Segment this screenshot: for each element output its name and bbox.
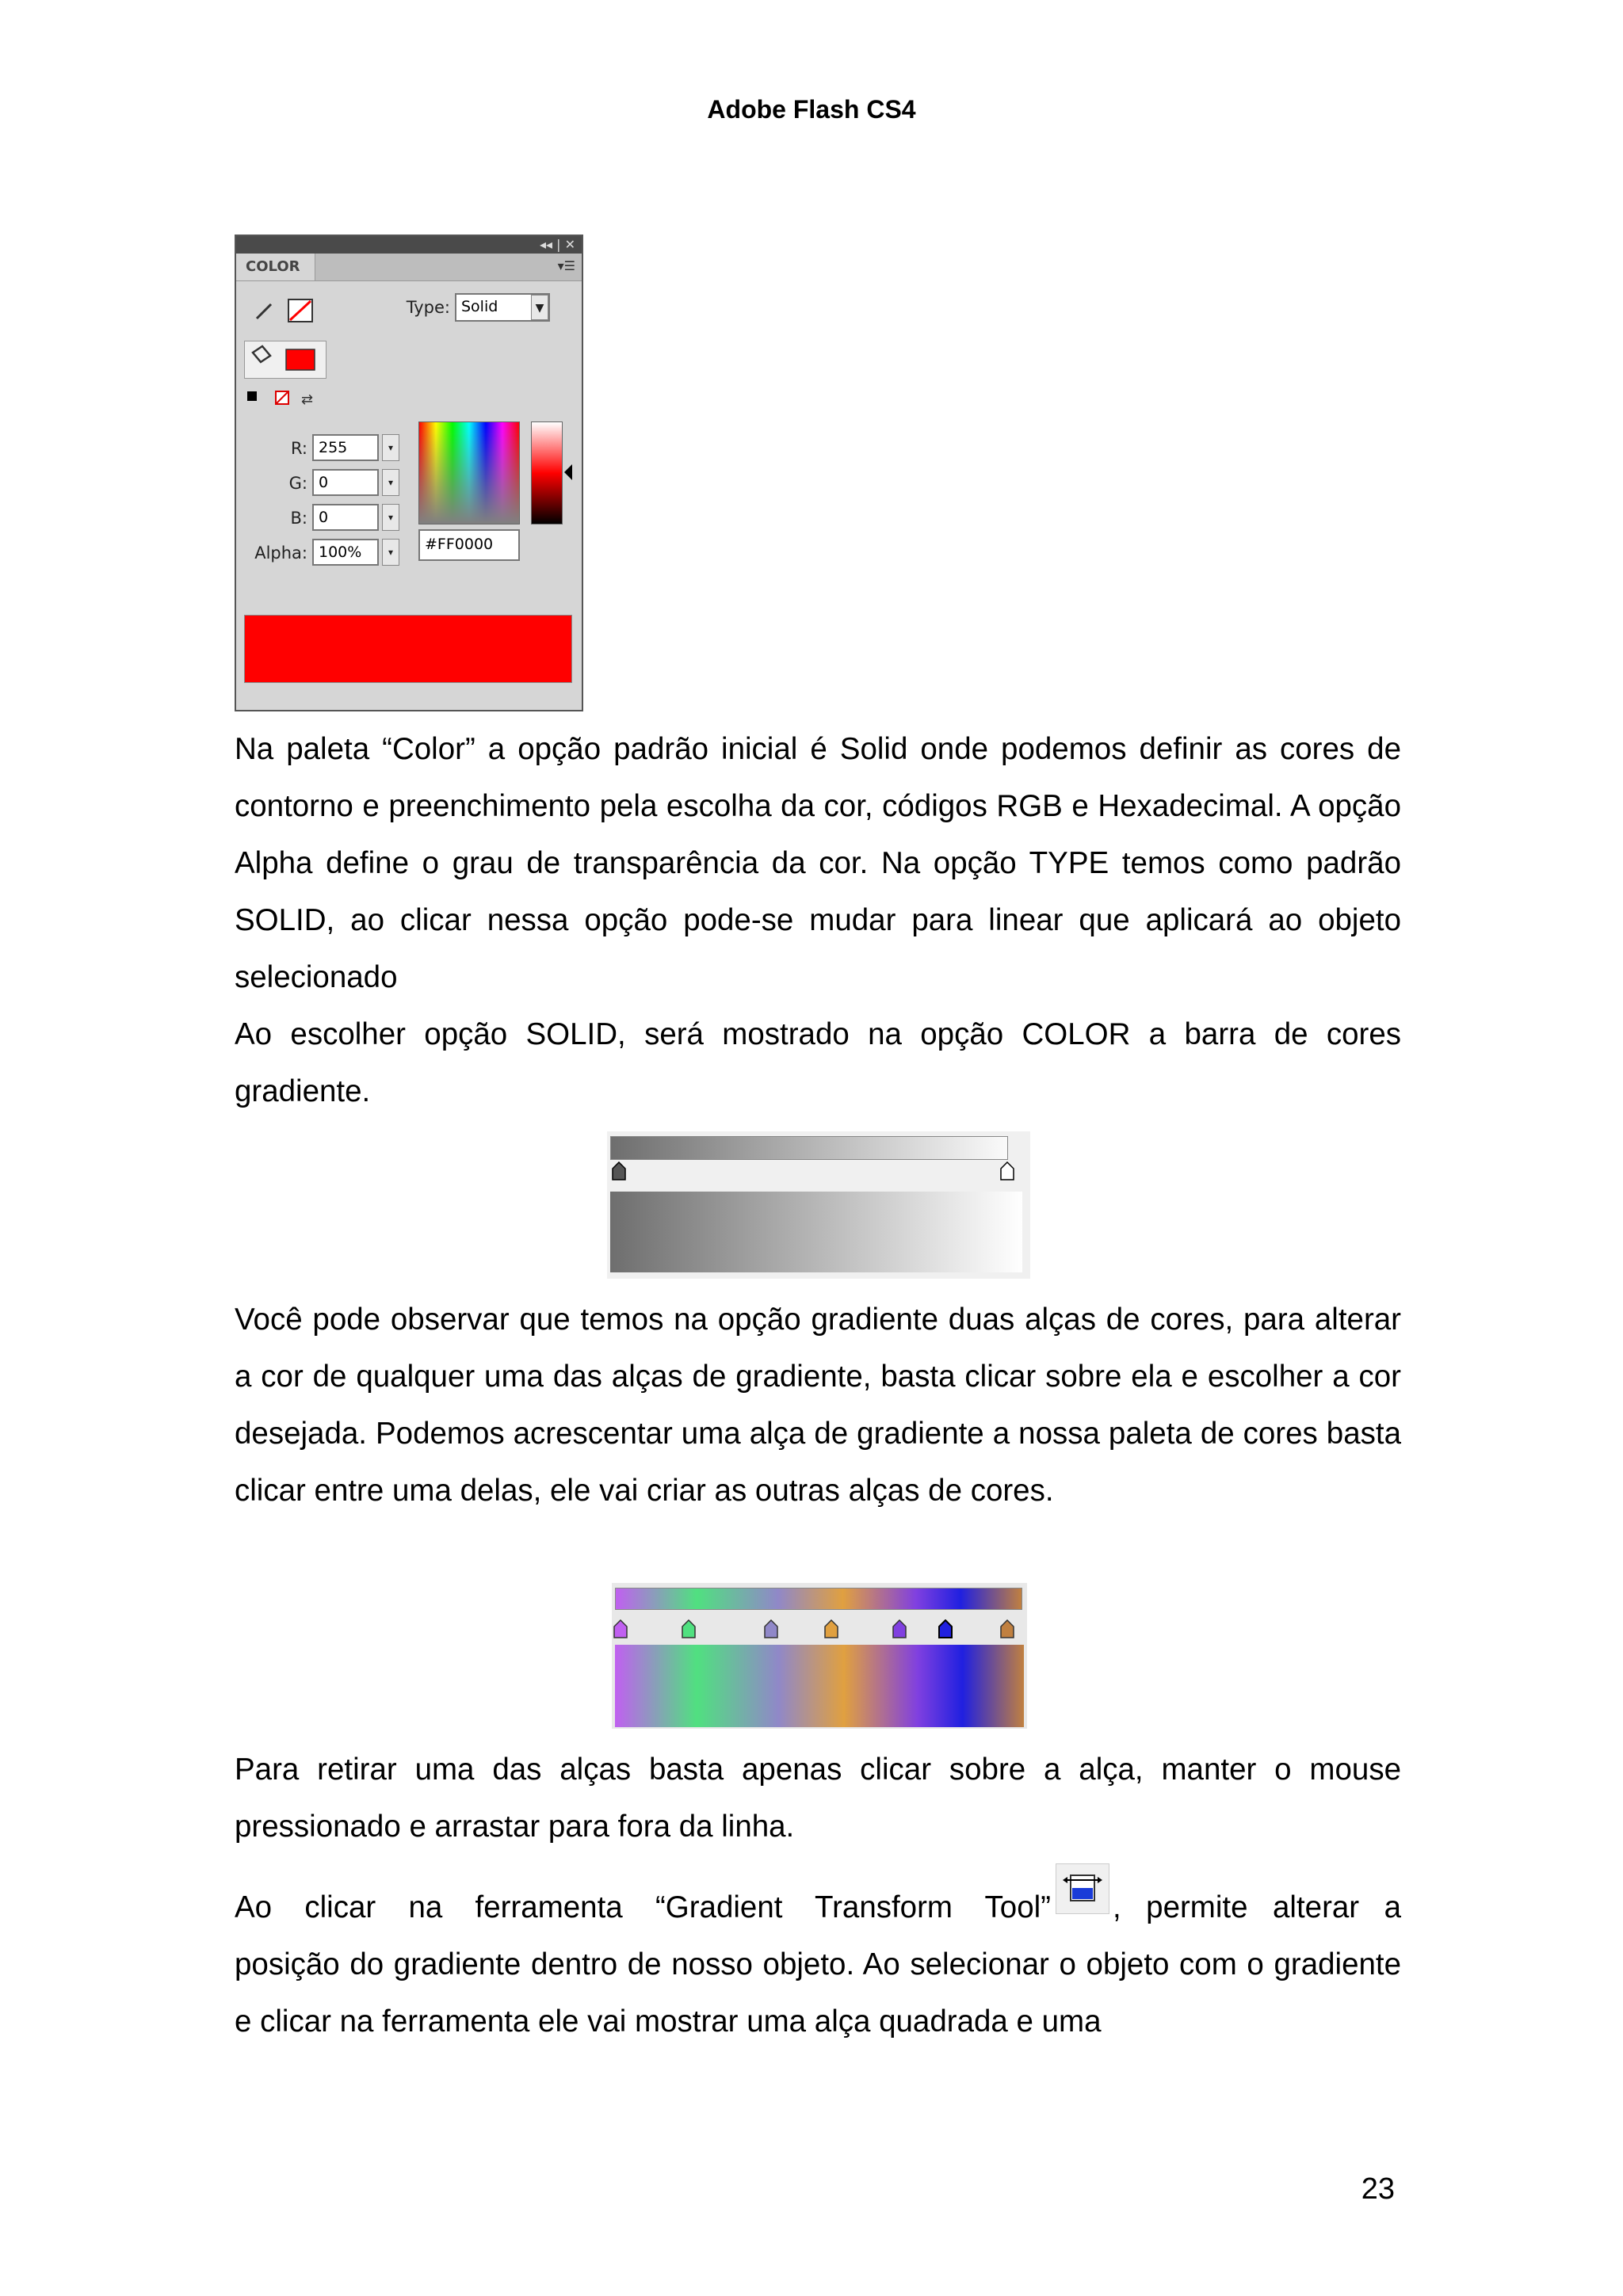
paragraph-5-rest: , permite alterar a posição do gradiente dentro de nosso objeto. Ao selecionar o objeto com o gradiente e clicar na ferramenta ele vai mostrar uma alça quadrada e uma bbox=[235, 1890, 1401, 2039]
alpha-input[interactable]: 100% bbox=[312, 539, 379, 566]
type-label: Type: bbox=[406, 298, 450, 317]
paragraph-3: Você pode observar que temos na opção gradiente duas alças de cores, para alterar a cor de qualquer uma das alças de gradiente, basta clicar sobre ela e escolher a cor desejada. Podemos acrescentar uma alça de gradiente a nossa paleta de cores basta clicar entre uma delas, ele vai criar as outras alças de cores. bbox=[235, 1302, 1401, 1508]
gradient-preview-bar bbox=[610, 1136, 1008, 1160]
gradient-stop-icon[interactable] bbox=[938, 1619, 953, 1638]
swap-default-colors-icon[interactable] bbox=[244, 387, 323, 410]
page-number: 23 bbox=[1361, 2172, 1395, 2206]
panel-menu-icon[interactable]: ▾☰ bbox=[557, 258, 575, 273]
gradient-stop-icon[interactable] bbox=[764, 1619, 778, 1638]
gradient-stop-icon[interactable] bbox=[892, 1619, 907, 1638]
gradient-stop-icon[interactable] bbox=[682, 1619, 696, 1638]
r-label: R: bbox=[290, 439, 307, 458]
r-stepper[interactable]: ▾ bbox=[382, 434, 399, 461]
collapse-close-icon[interactable]: ◂◂ | ✕ bbox=[539, 237, 575, 252]
fill-color-control[interactable] bbox=[244, 341, 327, 379]
color-spectrum-picker[interactable] bbox=[418, 421, 520, 524]
paragraph-1: Na paleta “Color” a opção padrão inicial é Solid onde podemos definir as cores de contorno e preenchimento pela escolha da cor, códigos RGB e Hexadecimal. A opção Alpha define o grau de transparência da cor. Na opção TYPE temos como padrão SOLID, ao clicar nessa opção pode-se mudar para linear que aplicará ao objeto selecionado bbox=[235, 732, 1401, 994]
gradient-preview-bar bbox=[615, 1588, 1022, 1610]
running-header: Adobe Flash CS4 bbox=[707, 95, 916, 124]
paint-bucket-icon bbox=[245, 341, 324, 376]
type-select[interactable]: Solid bbox=[455, 293, 550, 322]
paragraph-4: Para retirar uma das alças basta apenas clicar sobre a alça, manter o mouse pressionado e arrastar para fora da linha. bbox=[235, 1753, 1401, 1844]
b-input[interactable]: 0 bbox=[312, 504, 379, 531]
svg-text:⇄: ⇄ bbox=[301, 391, 314, 408]
stroke-color-icon[interactable] bbox=[254, 295, 317, 326]
gradient-large-preview bbox=[615, 1645, 1024, 1727]
g-input[interactable]: 0 bbox=[312, 469, 379, 496]
color-preview-swatch bbox=[244, 615, 572, 683]
gradient-stop-icon[interactable] bbox=[824, 1619, 838, 1638]
panel-tab-row bbox=[236, 254, 582, 281]
panel-titlebar bbox=[236, 236, 582, 254]
paragraph-2: Ao escolher opção SOLID, será mostrado na opção COLOR a barra de cores gradiente. bbox=[235, 1017, 1401, 1108]
gradient-stop-icon[interactable] bbox=[1000, 1619, 1014, 1638]
alpha-label: Alpha: bbox=[254, 543, 307, 563]
gradient-large-preview bbox=[610, 1192, 1022, 1272]
r-input[interactable]: 255 bbox=[312, 434, 379, 461]
hex-input[interactable]: #FF0000 bbox=[418, 529, 520, 561]
gradient-stop-icon[interactable] bbox=[613, 1619, 628, 1638]
tab-color[interactable]: COLOR bbox=[236, 254, 315, 280]
paragraph-5-start: Ao clicar na ferramenta “Gradient Transform Tool” bbox=[235, 1890, 1051, 1924]
chevron-down-icon[interactable]: ▼ bbox=[531, 295, 548, 320]
gradient-stop-icon[interactable] bbox=[1000, 1161, 1014, 1180]
gradient-bar-multi-stops bbox=[612, 1583, 1027, 1729]
alpha-stepper[interactable]: ▾ bbox=[382, 539, 399, 566]
gradient-stop-icon[interactable] bbox=[612, 1161, 626, 1180]
g-stepper[interactable]: ▾ bbox=[382, 469, 399, 496]
b-stepper[interactable]: ▾ bbox=[382, 504, 399, 531]
brightness-pointer-icon[interactable] bbox=[563, 463, 574, 482]
g-label: G: bbox=[288, 474, 307, 493]
b-label: B: bbox=[290, 509, 307, 528]
gradient-bar-two-stops bbox=[607, 1131, 1030, 1279]
color-panel bbox=[235, 235, 583, 711]
brightness-slider[interactable] bbox=[531, 421, 563, 524]
